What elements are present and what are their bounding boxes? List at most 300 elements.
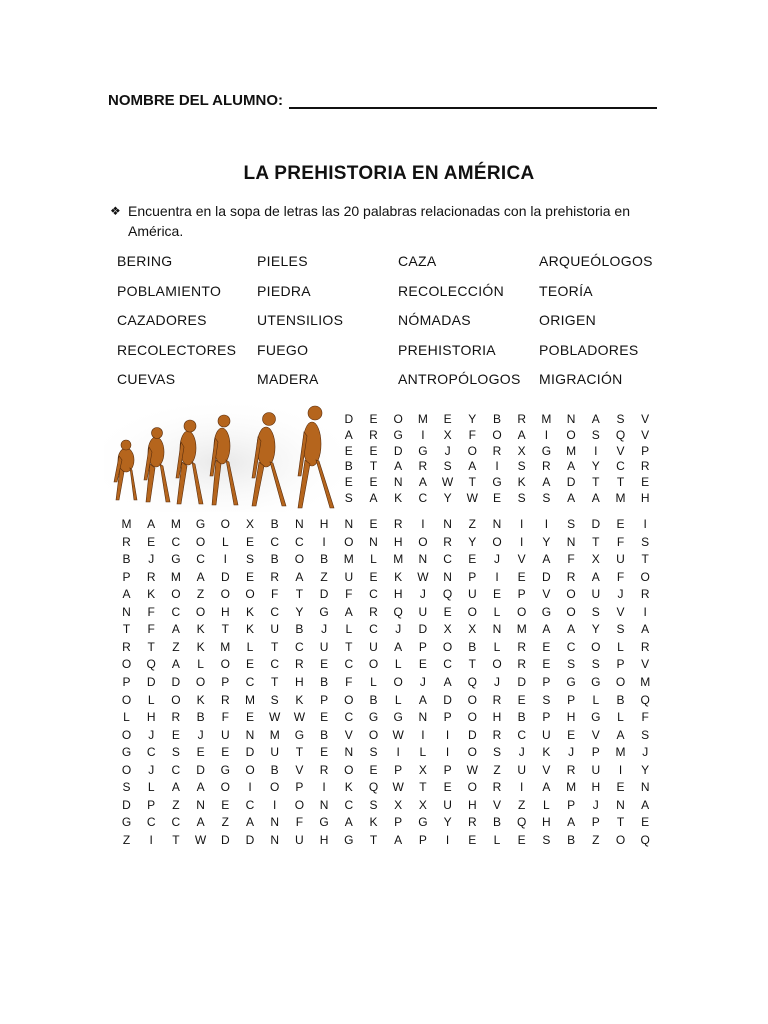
grid-letter[interactable]: W — [293, 710, 306, 725]
grid-letter[interactable]: Z — [172, 639, 180, 654]
grid-letter[interactable]: E — [147, 534, 156, 549]
grid-letter[interactable]: O — [294, 797, 305, 812]
grid-letter[interactable]: L — [197, 657, 204, 672]
grid-letter[interactable]: A — [394, 832, 403, 847]
grid-letter[interactable]: F — [616, 569, 625, 584]
grid-letter[interactable]: R — [295, 657, 304, 672]
grid-letter[interactable]: V — [492, 797, 501, 812]
grid-letter[interactable]: L — [617, 639, 624, 654]
grid-letter[interactable]: L — [592, 692, 600, 707]
grid-letter[interactable]: U — [467, 587, 477, 602]
grid-letter[interactable]: J — [568, 745, 575, 760]
grid-letter[interactable]: U — [517, 762, 527, 777]
grid-letter[interactable]: D — [467, 727, 477, 742]
grid-letter[interactable]: A — [344, 427, 353, 442]
grid-letter[interactable]: R — [369, 427, 378, 442]
grid-letter[interactable]: A — [591, 491, 600, 505]
grid-letter[interactable]: D — [393, 443, 403, 458]
grid-letter[interactable]: A — [542, 780, 551, 795]
grid-letter[interactable]: J — [148, 762, 155, 777]
grid-letter[interactable]: O — [121, 692, 132, 707]
grid-letter[interactable]: D — [517, 674, 527, 689]
grid-letter[interactable]: O — [220, 780, 230, 795]
grid-letter[interactable]: V — [641, 412, 650, 426]
grid-letter[interactable]: I — [396, 745, 400, 760]
grid-letter[interactable]: E — [369, 412, 378, 426]
grid-letter[interactable]: Y — [591, 622, 600, 637]
grid-letter[interactable]: T — [122, 622, 131, 637]
grid-letter[interactable]: C — [196, 552, 205, 567]
grid-letter[interactable]: N — [640, 780, 650, 795]
grid-letter[interactable]: E — [344, 475, 353, 490]
grid-letter[interactable]: B — [196, 710, 205, 725]
grid-letter[interactable]: T — [468, 475, 476, 490]
grid-letter[interactable]: L — [617, 710, 624, 725]
grid-letter[interactable]: A — [245, 815, 254, 830]
grid-letter[interactable]: E — [517, 692, 526, 707]
grid-letter[interactable]: J — [494, 674, 500, 689]
grid-letter[interactable]: Y — [542, 534, 551, 549]
grid-letter[interactable]: O — [270, 780, 280, 795]
grid-letter[interactable]: S — [567, 517, 576, 531]
grid-letter[interactable]: N — [492, 622, 502, 637]
grid-letter[interactable]: B — [270, 517, 279, 531]
grid-letter[interactable]: T — [221, 622, 229, 637]
grid-letter[interactable]: O — [121, 762, 132, 777]
grid-letter[interactable]: Q — [442, 587, 453, 602]
grid-letter[interactable]: A — [344, 815, 353, 830]
grid-letter[interactable]: A — [567, 622, 576, 637]
grid-letter[interactable]: Y — [295, 604, 304, 619]
grid-letter[interactable]: L — [246, 639, 254, 654]
grid-letter[interactable]: Z — [493, 762, 501, 777]
grid-letter[interactable]: G — [195, 517, 206, 531]
grid-letter[interactable]: S — [616, 412, 625, 426]
grid-letter[interactable]: Q — [467, 674, 477, 689]
grid-letter[interactable]: P — [320, 692, 329, 707]
grid-letter[interactable]: E — [418, 657, 427, 672]
grid-letter[interactable]: E — [320, 745, 329, 760]
grid-letter[interactable]: P — [567, 797, 576, 812]
grid-letter[interactable]: P — [418, 832, 427, 847]
grid-letter[interactable]: R — [122, 534, 131, 549]
grid-letter[interactable]: X — [418, 762, 427, 777]
grid-letter[interactable]: B — [320, 674, 329, 689]
grid-letter[interactable]: I — [273, 797, 277, 812]
grid-letter[interactable]: P — [122, 674, 131, 689]
grid-letter[interactable]: G — [319, 604, 329, 619]
grid-letter[interactable]: G — [393, 710, 403, 725]
grid-letter[interactable]: B — [369, 692, 378, 707]
grid-letter[interactable]: O — [566, 427, 576, 442]
grid-letter[interactable]: Q — [615, 427, 626, 442]
grid-letter[interactable]: J — [321, 622, 328, 637]
grid-letter[interactable]: M — [170, 569, 181, 584]
grid-letter[interactable]: N — [245, 727, 255, 742]
grid-letter[interactable]: A — [418, 475, 427, 490]
grid-letter[interactable]: J — [419, 674, 426, 689]
grid-letter[interactable]: I — [643, 517, 647, 531]
grid-letter[interactable]: K — [394, 569, 403, 584]
grid-letter[interactable]: O — [393, 674, 403, 689]
grid-letter[interactable]: O — [171, 692, 181, 707]
grid-letter[interactable]: O — [492, 534, 502, 549]
grid-letter[interactable]: M — [269, 727, 280, 742]
grid-letter[interactable]: N — [393, 475, 403, 490]
grid-letter[interactable]: E — [221, 745, 230, 760]
grid-letter[interactable]: U — [344, 569, 354, 584]
grid-letter[interactable]: F — [468, 427, 476, 442]
grid-letter[interactable]: T — [592, 475, 600, 490]
grid-letter[interactable]: P — [542, 674, 551, 689]
grid-letter[interactable]: Z — [196, 587, 205, 602]
grid-letter[interactable]: R — [443, 534, 452, 549]
grid-letter[interactable]: O — [442, 639, 453, 654]
grid-letter[interactable]: Q — [393, 604, 403, 619]
grid-letter[interactable]: I — [544, 517, 549, 531]
grid-letter[interactable]: O — [517, 604, 527, 619]
grid-letter[interactable]: A — [369, 491, 378, 505]
grid-letter[interactable]: A — [641, 797, 650, 812]
grid-letter[interactable]: S — [641, 534, 650, 549]
grid-letter[interactable]: L — [370, 552, 377, 567]
grid-letter[interactable]: K — [517, 475, 526, 490]
grid-letter[interactable]: L — [123, 710, 130, 725]
grid-letter[interactable]: R — [492, 692, 502, 707]
grid-letter[interactable]: N — [270, 815, 280, 830]
grid-letter[interactable]: I — [520, 517, 524, 531]
grid-letter[interactable]: Z — [592, 832, 600, 847]
grid-letter[interactable]: O — [368, 727, 379, 742]
grid-letter[interactable]: P — [591, 815, 600, 830]
grid-letter[interactable]: J — [197, 727, 204, 742]
grid-letter[interactable]: G — [591, 710, 601, 725]
grid-letter[interactable]: G — [393, 427, 403, 442]
grid-letter[interactable]: I — [520, 534, 524, 549]
grid-letter[interactable]: A — [517, 427, 526, 442]
grid-letter[interactable]: N — [319, 797, 329, 812]
grid-letter[interactable]: E — [616, 780, 625, 795]
grid-letter[interactable]: C — [344, 710, 354, 725]
grid-letter[interactable]: W — [392, 780, 404, 795]
grid-letter[interactable]: O — [640, 569, 650, 584]
grid-letter[interactable]: J — [395, 622, 402, 637]
grid-letter[interactable]: N — [616, 797, 625, 812]
grid-letter[interactable]: B — [567, 832, 576, 847]
grid-letter[interactable]: F — [221, 710, 229, 725]
grid-letter[interactable]: H — [467, 797, 477, 812]
grid-letter[interactable]: W — [441, 475, 454, 490]
grid-letter[interactable]: L — [147, 692, 155, 707]
grid-letter[interactable]: I — [322, 780, 326, 795]
grid-letter[interactable]: D — [344, 412, 354, 426]
grid-letter[interactable]: B — [320, 727, 329, 742]
grid-letter[interactable]: K — [344, 780, 353, 795]
grid-letter[interactable]: T — [592, 534, 600, 549]
grid-letter[interactable]: C — [146, 815, 156, 830]
grid-letter[interactable]: G — [344, 832, 354, 847]
grid-letter[interactable]: E — [245, 657, 254, 672]
grid-letter[interactable]: I — [421, 727, 425, 742]
grid-letter[interactable]: K — [295, 692, 304, 707]
grid-letter[interactable]: C — [171, 604, 181, 619]
grid-letter[interactable]: O — [245, 587, 255, 602]
grid-letter[interactable]: A — [394, 459, 403, 474]
grid-letter[interactable]: G — [566, 674, 576, 689]
grid-letter[interactable]: I — [149, 832, 153, 847]
grid-letter[interactable]: R — [122, 639, 131, 654]
grid-letter[interactable]: R — [393, 517, 403, 531]
grid-letter[interactable]: Z — [122, 832, 131, 847]
grid-letter[interactable]: F — [641, 710, 649, 725]
grid-letter[interactable]: K — [542, 745, 551, 760]
grid-letter[interactable]: D — [122, 797, 131, 812]
grid-letter[interactable]: P — [418, 639, 427, 654]
grid-letter[interactable]: D — [245, 745, 255, 760]
grid-letter[interactable]: J — [494, 552, 500, 567]
grid-letter[interactable]: E — [517, 569, 526, 584]
grid-letter[interactable]: X — [591, 552, 600, 567]
grid-letter[interactable]: A — [616, 727, 625, 742]
grid-letter[interactable]: E — [221, 797, 230, 812]
grid-letter[interactable]: G — [121, 815, 132, 830]
grid-letter[interactable]: O — [492, 427, 502, 442]
grid-letter[interactable]: R — [220, 692, 230, 707]
grid-letter[interactable]: H — [295, 674, 304, 689]
grid-letter[interactable]: R — [542, 459, 551, 474]
grid-letter[interactable]: B — [122, 552, 131, 567]
grid-letter[interactable]: Y — [591, 459, 600, 474]
grid-letter[interactable]: D — [146, 674, 156, 689]
grid-letter[interactable]: Q — [517, 815, 527, 830]
grid-letter[interactable]: L — [543, 797, 550, 812]
grid-letter[interactable]: S — [567, 657, 576, 672]
grid-letter[interactable]: I — [445, 745, 450, 760]
grid-letter[interactable]: E — [542, 657, 551, 672]
grid-letter[interactable]: N — [270, 832, 280, 847]
grid-letter[interactable]: C — [344, 797, 354, 812]
grid-letter[interactable]: I — [322, 534, 326, 549]
grid-letter[interactable]: V — [344, 727, 353, 742]
grid-letter[interactable]: U — [220, 727, 230, 742]
grid-letter[interactable]: Y — [468, 412, 477, 426]
grid-letter[interactable]: W — [466, 491, 478, 505]
grid-letter[interactable]: I — [520, 780, 524, 795]
grid-letter[interactable]: O — [121, 727, 132, 742]
grid-letter[interactable]: J — [148, 552, 155, 567]
grid-letter[interactable]: D — [220, 832, 230, 847]
grid-letter[interactable]: R — [566, 569, 576, 584]
grid-letter[interactable]: C — [146, 745, 156, 760]
grid-letter[interactable]: G — [121, 745, 132, 760]
grid-letter[interactable]: O — [344, 762, 354, 777]
grid-letter[interactable]: G — [418, 815, 428, 830]
grid-letter[interactable]: O — [344, 534, 354, 549]
grid-letter[interactable]: E — [641, 475, 650, 490]
grid-letter[interactable]: I — [618, 762, 623, 777]
grid-letter[interactable]: G — [319, 815, 329, 830]
grid-letter[interactable]: O — [294, 552, 305, 567]
grid-letter[interactable]: G — [171, 552, 181, 567]
grid-letter[interactable]: F — [616, 534, 625, 549]
grid-letter[interactable]: N — [196, 797, 205, 812]
grid-letter[interactable]: B — [320, 552, 329, 567]
grid-letter[interactable]: L — [493, 832, 501, 847]
grid-letter[interactable]: C — [295, 534, 304, 549]
grid-letter[interactable]: X — [443, 427, 452, 442]
grid-letter[interactable]: S — [542, 832, 551, 847]
grid-letter[interactable]: R — [640, 587, 650, 602]
grid-letter[interactable]: A — [641, 622, 650, 637]
grid-letter[interactable]: U — [270, 622, 280, 637]
grid-letter[interactable]: J — [444, 443, 451, 458]
grid-letter[interactable]: V — [542, 587, 551, 602]
grid-letter[interactable]: H — [542, 815, 551, 830]
grid-letter[interactable]: U — [443, 797, 452, 812]
grid-letter[interactable]: J — [419, 587, 426, 602]
grid-letter[interactable]: Z — [518, 797, 526, 812]
grid-letter[interactable]: J — [148, 727, 155, 742]
grid-letter[interactable]: S — [492, 745, 501, 760]
grid-letter[interactable]: P — [591, 745, 600, 760]
grid-letter[interactable]: H — [393, 534, 403, 549]
grid-letter[interactable]: R — [517, 412, 527, 426]
grid-letter[interactable]: C — [344, 657, 354, 672]
grid-letter[interactable]: N — [418, 710, 428, 725]
grid-letter[interactable]: K — [394, 491, 403, 505]
grid-letter[interactable]: Z — [468, 517, 476, 531]
grid-letter[interactable]: S — [344, 491, 353, 505]
grid-letter[interactable]: O — [393, 412, 403, 426]
grid-letter[interactable]: H — [591, 780, 601, 795]
grid-letter[interactable]: K — [369, 815, 378, 830]
grid-letter[interactable]: Y — [641, 762, 650, 777]
grid-letter[interactable]: N — [344, 517, 354, 531]
grid-letter[interactable]: M — [516, 622, 527, 637]
grid-letter[interactable]: A — [122, 587, 131, 602]
grid-letter[interactable]: E — [443, 412, 452, 426]
grid-letter[interactable]: G — [541, 604, 552, 619]
grid-letter[interactable]: N — [369, 534, 378, 549]
grid-letter[interactable]: O — [566, 587, 576, 602]
grid-letter[interactable]: Z — [320, 569, 328, 584]
grid-letter[interactable]: W — [194, 832, 207, 847]
grid-letter[interactable]: D — [171, 674, 181, 689]
grid-letter[interactable]: O — [220, 517, 230, 531]
grid-letter[interactable]: U — [591, 762, 601, 777]
grid-letter[interactable]: X — [418, 797, 427, 812]
grid-letter[interactable]: P — [567, 692, 576, 707]
grid-letter[interactable]: P — [295, 780, 304, 795]
grid-letter[interactable]: N — [492, 517, 502, 531]
grid-letter[interactable]: A — [147, 517, 156, 531]
grid-letter[interactable]: A — [196, 569, 205, 584]
grid-letter[interactable]: A — [171, 780, 180, 795]
grid-letter[interactable]: M — [566, 443, 577, 458]
grid-letter[interactable]: C — [171, 762, 181, 777]
grid-letter[interactable]: P — [394, 762, 403, 777]
grid-letter[interactable]: C — [566, 639, 576, 654]
grid-letter[interactable]: T — [147, 639, 155, 654]
grid-letter[interactable]: N — [566, 534, 576, 549]
grid-letter[interactable]: D — [245, 832, 255, 847]
grid-letter[interactable]: L — [493, 604, 501, 619]
grid-letter[interactable]: C — [270, 657, 280, 672]
grid-letter[interactable]: O — [220, 657, 230, 672]
grid-letter[interactable]: M — [615, 491, 626, 505]
grid-letter[interactable]: K — [196, 692, 205, 707]
grid-letter[interactable]: I — [223, 552, 227, 567]
grid-letter[interactable]: S — [542, 491, 551, 505]
grid-letter[interactable]: T — [271, 639, 279, 654]
grid-letter[interactable]: X — [468, 622, 477, 637]
grid-letter[interactable]: T — [419, 780, 427, 795]
grid-letter[interactable]: E — [369, 762, 378, 777]
grid-letter[interactable]: S — [369, 797, 378, 812]
grid-letter[interactable]: L — [493, 639, 501, 654]
grid-letter[interactable]: E — [517, 832, 526, 847]
grid-letter[interactable]: H — [319, 832, 329, 847]
grid-letter[interactable]: M — [393, 552, 404, 567]
grid-letter[interactable]: A — [295, 569, 304, 584]
grid-letter[interactable]: E — [443, 780, 452, 795]
grid-letter[interactable]: R — [146, 569, 156, 584]
grid-letter[interactable]: D — [591, 517, 601, 531]
grid-letter[interactable]: C — [270, 534, 280, 549]
grid-letter[interactable]: O — [591, 639, 601, 654]
grid-letter[interactable]: R — [369, 604, 378, 619]
grid-letter[interactable]: X — [443, 622, 452, 637]
grid-letter[interactable]: E — [171, 727, 180, 742]
grid-letter[interactable]: O — [195, 674, 206, 689]
grid-letter[interactable]: P — [221, 674, 230, 689]
grid-letter[interactable]: N — [344, 745, 354, 760]
grid-letter[interactable]: M — [615, 745, 626, 760]
grid-letter[interactable]: A — [394, 639, 403, 654]
grid-letter[interactable]: F — [271, 587, 279, 602]
grid-letter[interactable]: E — [245, 534, 254, 549]
grid-letter[interactable]: E — [492, 587, 501, 602]
grid-letter[interactable]: R — [418, 459, 428, 474]
grid-letter[interactable]: C — [616, 459, 625, 474]
grid-letter[interactable]: S — [369, 745, 378, 760]
grid-letter[interactable]: I — [643, 604, 647, 619]
grid-letter[interactable]: D — [566, 475, 576, 490]
grid-letter[interactable]: B — [468, 639, 477, 654]
grid-letter[interactable]: B — [270, 552, 279, 567]
grid-letter[interactable]: V — [641, 657, 650, 672]
grid-letter[interactable]: K — [245, 622, 254, 637]
grid-letter[interactable]: P — [394, 815, 403, 830]
grid-letter[interactable]: R — [492, 443, 502, 458]
grid-letter[interactable]: Q — [368, 780, 379, 795]
grid-letter[interactable]: I — [248, 780, 252, 795]
grid-letter[interactable]: C — [245, 674, 255, 689]
grid-letter[interactable]: O — [467, 692, 477, 707]
grid-letter[interactable]: S — [591, 427, 600, 442]
grid-letter[interactable]: R — [566, 762, 576, 777]
grid-letter[interactable]: X — [245, 517, 254, 531]
grid-letter[interactable]: T — [295, 745, 304, 760]
grid-letter[interactable]: B — [344, 459, 353, 474]
grid-letter[interactable]: K — [147, 587, 156, 602]
grid-letter[interactable]: G — [418, 443, 428, 458]
grid-letter[interactable]: R — [319, 762, 329, 777]
grid-letter[interactable]: P — [542, 710, 551, 725]
grid-letter[interactable]: S — [517, 459, 526, 474]
grid-letter[interactable]: E — [492, 491, 501, 505]
grid-letter[interactable]: Y — [443, 491, 452, 505]
